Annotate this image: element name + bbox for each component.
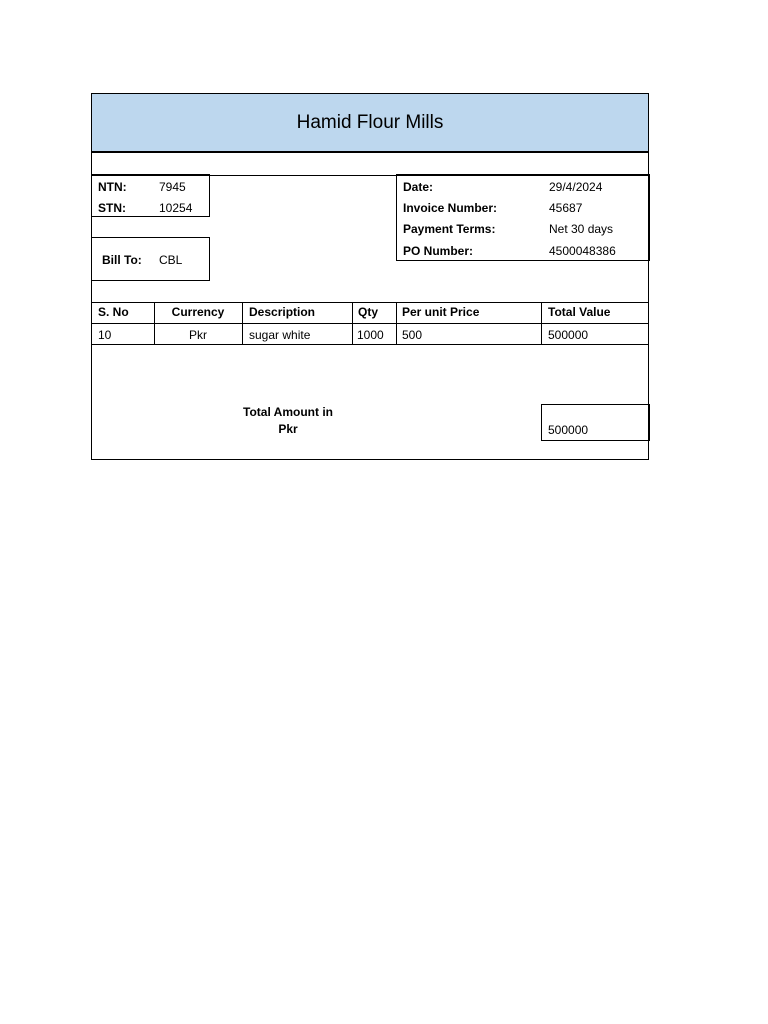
cell-per-unit-price: 500 [402,328,423,342]
header-description: Description [249,305,316,319]
po-number-label: PO Number: [403,244,474,258]
company-header [92,94,648,153]
stn-label: STN: [98,201,126,215]
bill-to-label: Bill To: [102,253,142,267]
header-total-value: Total Value [548,305,611,319]
date-value: 29/4/2024 [549,180,603,194]
total-label-line2: Pkr [278,422,298,436]
cell-s-no: 10 [98,328,112,342]
invoice-number-label: Invoice Number: [403,201,498,215]
ntn-label: NTN: [98,180,127,194]
header-currency: Currency [171,305,225,319]
invoice [91,93,649,460]
header-s-no: S. No [98,305,129,319]
cell-total-value: 500000 [548,328,589,342]
total-label-line1: Total Amount in [243,405,333,419]
payment-terms-label: Payment Terms: [403,222,496,236]
invoice-number-value: 45687 [549,201,583,215]
bill-to-value: CBL [159,253,183,267]
po-number-value: 4500048386 [549,244,616,258]
cell-qty: 1000 [357,328,384,342]
header-per-unit-price: Per unit Price [402,305,480,319]
total-value: 500000 [548,423,589,437]
ntn-value: 7945 [159,180,186,194]
invoice-info-box [396,174,650,261]
cell-description: sugar white [249,328,311,342]
payment-terms-value: Net 30 days [549,222,614,236]
header-qty: Qty [358,305,379,319]
tax-info-box [91,174,210,217]
company-name: Hamid Flour Mills [296,111,444,133]
total-value-box [541,404,650,441]
total-label [222,404,354,438]
stn-value: 10254 [159,201,193,215]
bill-to-box [91,237,210,281]
date-label: Date: [403,180,434,194]
cell-currency: Pkr [189,328,207,342]
